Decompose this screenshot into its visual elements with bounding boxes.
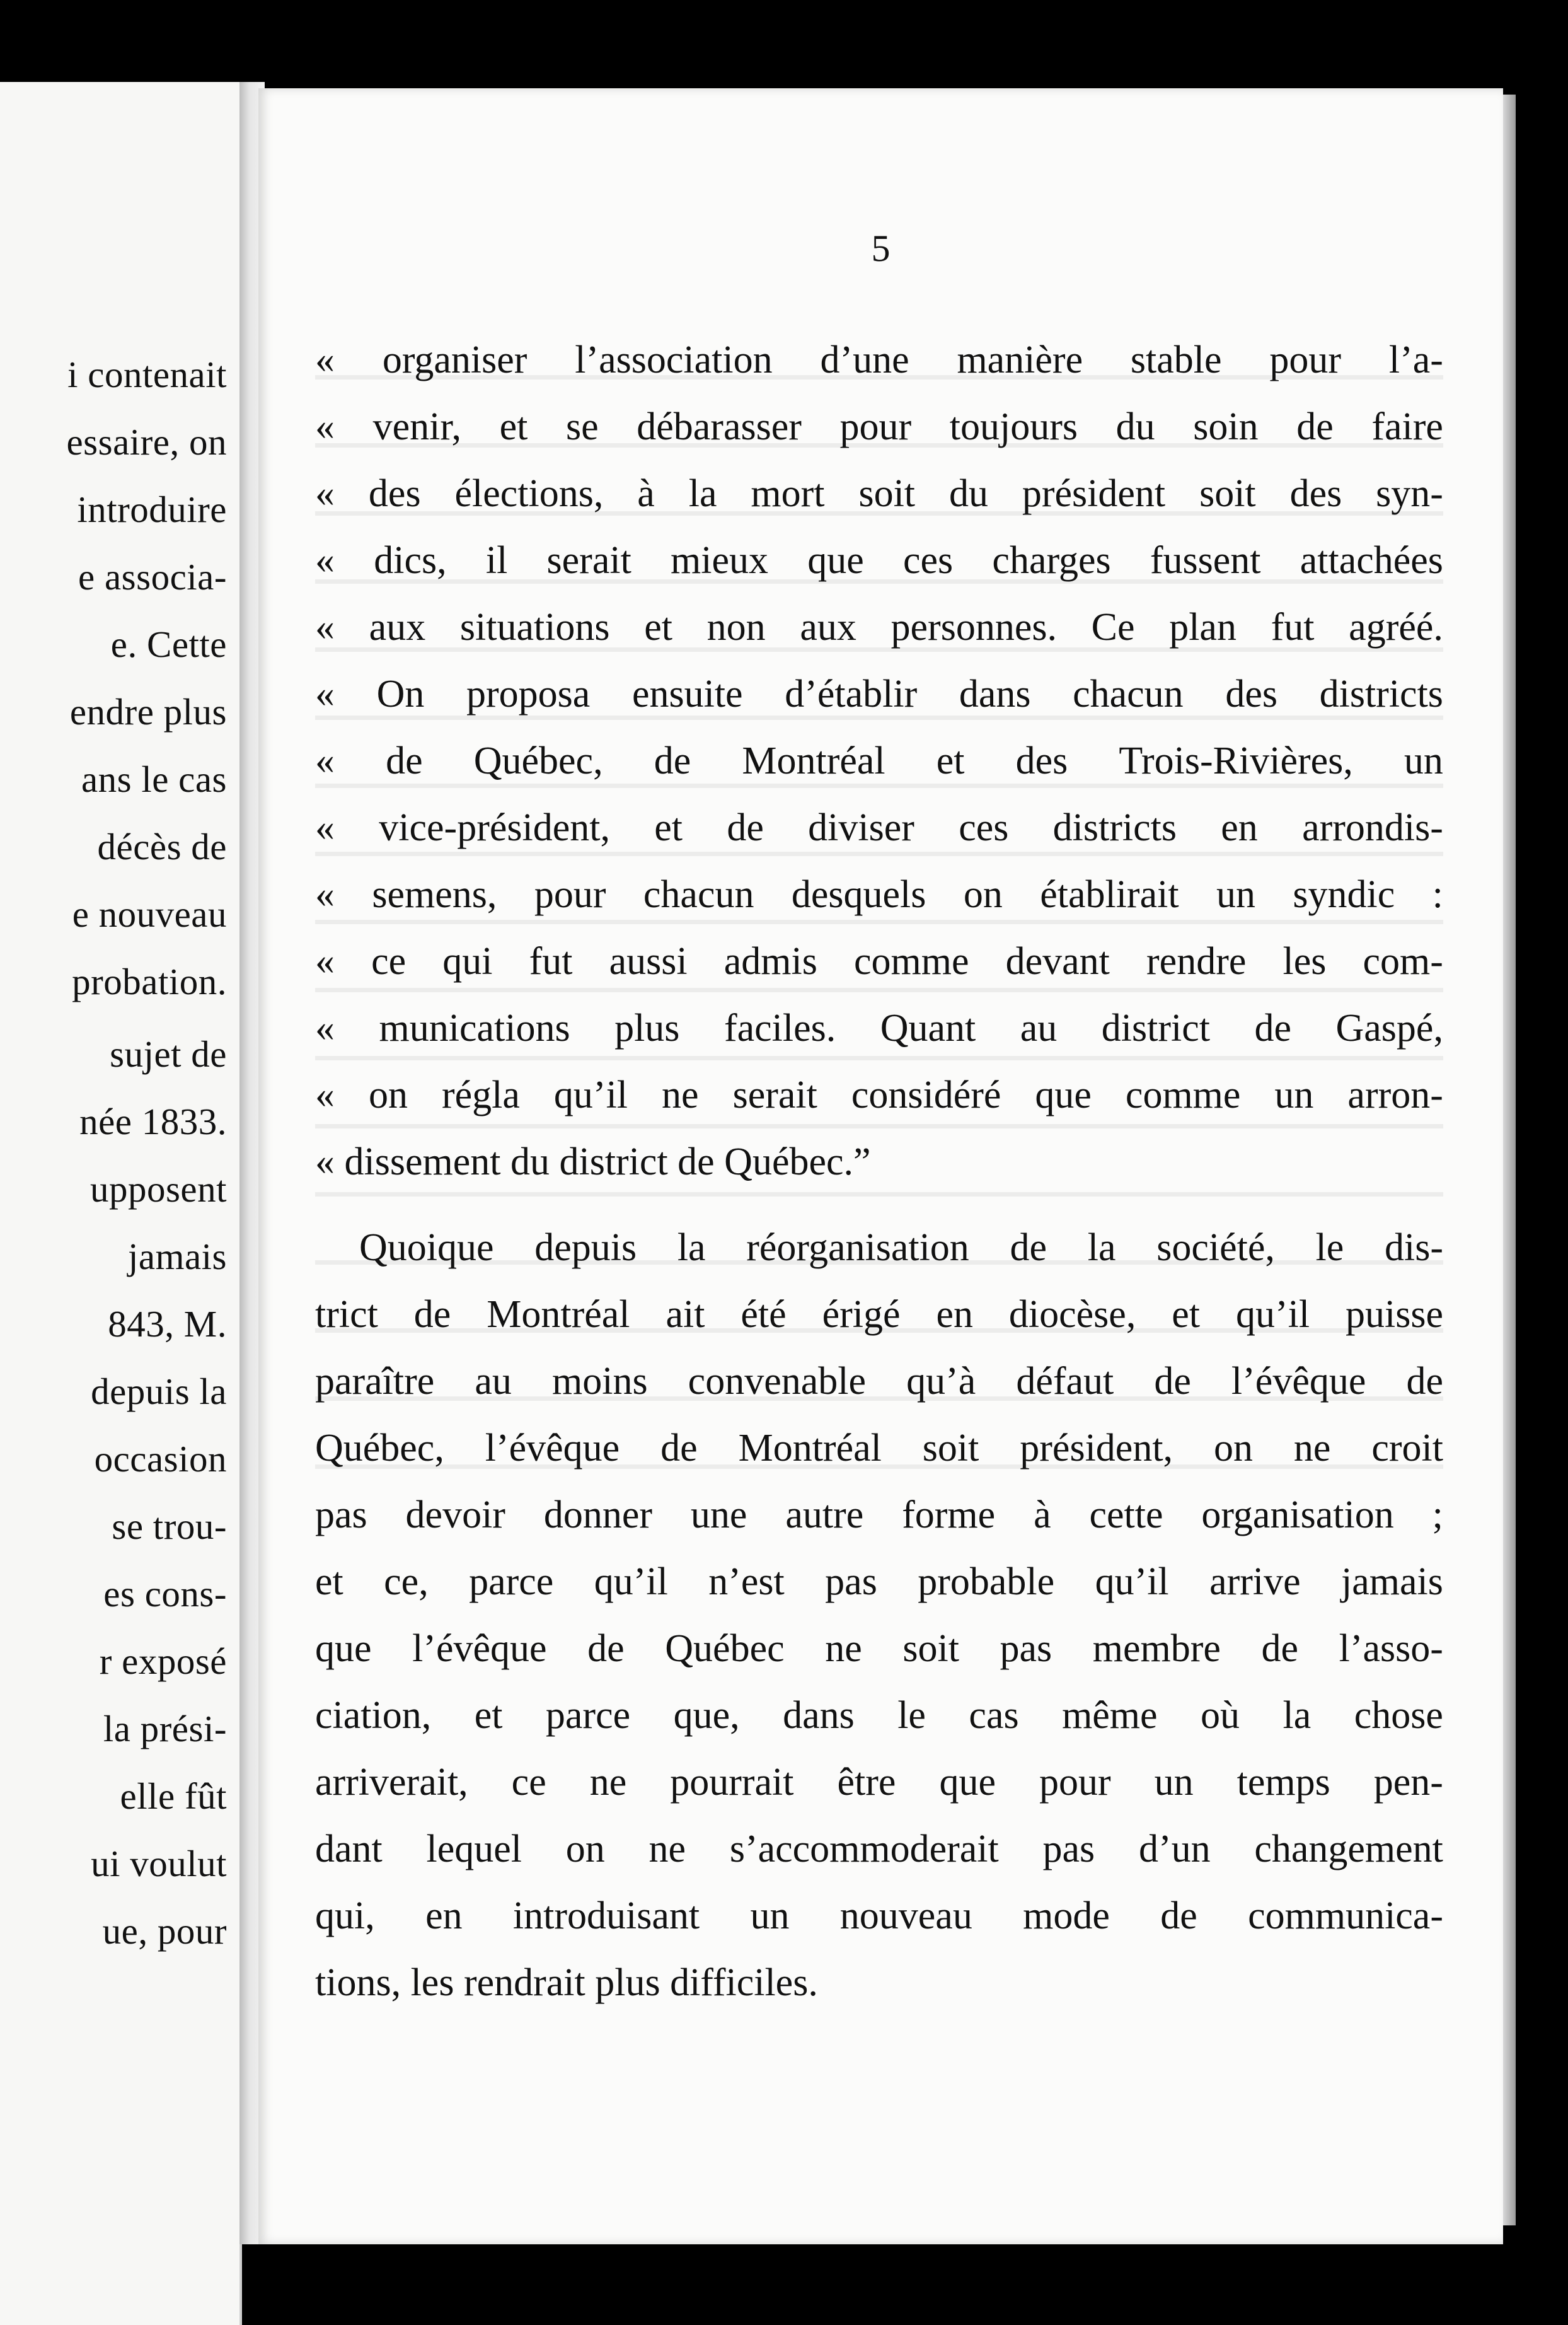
word: chacun (643, 873, 754, 916)
word: « (315, 606, 335, 649)
text-line (315, 340, 1443, 380)
word: venir, (372, 405, 462, 448)
word: dant (315, 1828, 383, 1870)
word: semens, (372, 873, 497, 916)
word: dis- (1385, 1226, 1443, 1269)
word: aux (369, 606, 426, 649)
word: serait (732, 1074, 817, 1116)
word: qu’il (1095, 1560, 1169, 1603)
word: « (315, 739, 335, 782)
word: la (1087, 1226, 1116, 1269)
word: au (1020, 1007, 1058, 1050)
word: pas (1000, 1627, 1052, 1670)
previous-page-line: es cons- (103, 1573, 227, 1615)
word: et (654, 806, 683, 849)
word: munications (379, 1007, 570, 1050)
word: de (654, 739, 691, 782)
word: ces (959, 806, 1009, 849)
word: soit (922, 1427, 979, 1470)
word: qui (442, 940, 493, 983)
word: mort (751, 472, 825, 515)
previous-page-line: e. Cette (110, 623, 227, 665)
word: non (706, 606, 766, 649)
word: qu’il (594, 1560, 668, 1603)
word: comme (1125, 1074, 1241, 1116)
text-line (315, 541, 1443, 580)
previous-page-line: essaire, on (66, 421, 227, 463)
previous-page-line: e nouveau (72, 893, 227, 935)
word: diocèse, (1008, 1293, 1136, 1336)
word: Montréal (738, 1427, 882, 1470)
word: ensuite (631, 673, 743, 716)
word: aussi (609, 940, 688, 983)
word: Québec, (473, 739, 603, 782)
text-line (315, 608, 1443, 647)
word: communica- (1248, 1894, 1443, 1937)
previous-page-line: introduire (77, 489, 227, 530)
word: aux (800, 606, 856, 649)
word: Trois-Rivières, (1119, 739, 1353, 782)
word: proposa (466, 673, 591, 716)
word: de (660, 1427, 698, 1470)
word: membre (1092, 1627, 1221, 1670)
word: l’a- (1388, 339, 1443, 381)
previous-page-line: 843, M. (108, 1303, 227, 1345)
word: un (750, 1894, 790, 1937)
word: parce (545, 1694, 631, 1737)
word: l’évêque (485, 1427, 620, 1470)
previous-page-line: ue, pour (102, 1910, 227, 1952)
word: ne (649, 1828, 686, 1870)
word: le (897, 1694, 926, 1737)
word: réorganisation (746, 1226, 969, 1269)
word: « (315, 1074, 335, 1116)
word: l’asso- (1339, 1627, 1443, 1670)
word: faciles. (723, 1007, 836, 1050)
word: changement (1254, 1828, 1443, 1870)
text-line-content: « dissement du district de Québec.” (315, 1140, 871, 1183)
word: la (688, 472, 717, 515)
previous-page-line: se trou- (112, 1505, 227, 1547)
word: de (587, 1627, 625, 1670)
word: admis (723, 940, 817, 983)
word: depuis (534, 1226, 637, 1269)
text-line (315, 1629, 1443, 1668)
word: ne (589, 1761, 627, 1804)
text-line (315, 1495, 1443, 1534)
text-line (315, 474, 1443, 513)
word: « (315, 472, 335, 515)
word: ciation, (315, 1694, 432, 1737)
word: que, (673, 1694, 740, 1737)
word: : (1432, 873, 1443, 916)
word: l’association (575, 339, 773, 381)
word: ces (903, 539, 954, 582)
word: personnes. (891, 606, 1057, 649)
word: situations (459, 606, 610, 649)
word: une (690, 1493, 747, 1536)
word: régla (442, 1074, 520, 1116)
word: à (1034, 1493, 1051, 1536)
word: fussent (1150, 539, 1261, 582)
word: et (644, 606, 672, 649)
text-line (315, 1429, 1443, 1468)
word: un (1154, 1761, 1194, 1804)
word: du (948, 472, 988, 515)
text-line (315, 1896, 1443, 1935)
word: soit (858, 472, 916, 515)
text-line (315, 1076, 1443, 1115)
text-line (315, 1295, 1443, 1334)
word: croit (1371, 1427, 1443, 1470)
word: manière (957, 339, 1083, 381)
word: considéré (851, 1074, 1001, 1116)
word: devoir (405, 1493, 505, 1536)
word: districts (1319, 673, 1443, 716)
word: et (936, 739, 965, 782)
word: cas (969, 1694, 1019, 1737)
word: l’évêque (412, 1627, 547, 1670)
word: en (1221, 806, 1258, 849)
word: syndic (1293, 873, 1395, 916)
word: des (1225, 673, 1277, 716)
word: « (315, 539, 335, 582)
previous-page-line: i contenait (67, 354, 227, 395)
word: qui, (315, 1894, 375, 1937)
word: com- (1363, 940, 1443, 983)
word: il (485, 539, 508, 582)
word: de (1010, 1226, 1047, 1269)
word: desquels (791, 873, 926, 916)
word: arriverait, (315, 1761, 468, 1804)
word: l’évêque (1231, 1360, 1366, 1403)
word: fut (529, 940, 573, 983)
word: on (565, 1828, 605, 1870)
word: la (677, 1226, 706, 1269)
text-line (315, 808, 1443, 847)
page-number: 5 (871, 228, 891, 269)
word: ne (825, 1627, 862, 1670)
text-line (315, 741, 1443, 780)
word: pen- (1373, 1761, 1443, 1804)
previous-page-line: ans le cas (81, 758, 227, 800)
word: à (637, 472, 655, 515)
word: se (566, 405, 599, 448)
word: Québec, (315, 1427, 444, 1470)
word: Quoique (359, 1226, 494, 1269)
word: vice-président, (379, 806, 610, 849)
word: même (1062, 1694, 1158, 1737)
word: diviser (808, 806, 914, 849)
word: et (1172, 1293, 1201, 1336)
word: un (1404, 739, 1443, 782)
word: que (1035, 1074, 1092, 1116)
word: de (1261, 1627, 1299, 1670)
word: s’accommoderait (729, 1828, 999, 1870)
word: forme (902, 1493, 996, 1536)
text-line (315, 875, 1443, 914)
word: syn- (1376, 472, 1443, 515)
word: d’établir (785, 673, 918, 716)
previous-page-line: décès de (97, 826, 227, 867)
word: plan (1169, 606, 1237, 649)
word: d’une (820, 339, 909, 381)
word: le (1315, 1226, 1344, 1269)
word: pas (825, 1560, 877, 1603)
word: au (475, 1360, 512, 1403)
text-line-content: tions, les rendrait plus difficiles. (315, 1961, 818, 2004)
word: stable (1130, 339, 1222, 381)
word: pourrait (670, 1761, 794, 1804)
word: en (936, 1293, 973, 1336)
text-line (315, 1696, 1443, 1735)
text-line (315, 1362, 1443, 1401)
previous-page-line: probation. (72, 961, 227, 1002)
word: attachées (1300, 539, 1443, 582)
word: qu’à (906, 1360, 976, 1403)
text-line (315, 942, 1443, 981)
word: On (376, 673, 425, 716)
word: convenable (688, 1360, 866, 1403)
word: on (1213, 1427, 1253, 1470)
word: chose (1354, 1694, 1443, 1737)
word: où (1201, 1694, 1240, 1737)
text-line (315, 1963, 1443, 2002)
word: ne (1293, 1427, 1331, 1470)
word: pas (1042, 1828, 1095, 1870)
word: soit (1199, 472, 1256, 515)
previous-page-line: la prési- (103, 1708, 227, 1749)
word: organisation (1201, 1493, 1394, 1536)
word: chacun (1073, 673, 1184, 716)
word: comme (854, 940, 969, 983)
word: probable (918, 1560, 1055, 1603)
word: donner (543, 1493, 652, 1536)
previous-page-line: sujet de (110, 1033, 227, 1075)
word: Ce (1091, 606, 1135, 649)
word: de (413, 1293, 451, 1336)
word: districts (1052, 806, 1177, 849)
word: président, (1020, 1427, 1173, 1470)
word: ce, (384, 1560, 429, 1603)
word: charges (992, 539, 1111, 582)
word: toujours (949, 405, 1078, 448)
word: dics, (374, 539, 447, 582)
word: paraître (315, 1360, 435, 1403)
word: un (1216, 873, 1255, 916)
word: pas (315, 1493, 367, 1536)
word: des (1289, 472, 1342, 515)
word: jamais (1341, 1560, 1443, 1603)
word: nouveau (839, 1894, 972, 1937)
word: Montréal (487, 1293, 630, 1336)
text-line (315, 1009, 1443, 1048)
word: débarasser (637, 405, 802, 448)
word: président (1022, 472, 1166, 515)
page-edge (1503, 95, 1516, 2225)
word: soin (1193, 405, 1259, 448)
word: agréé. (1349, 606, 1443, 649)
previous-page-line: r exposé (99, 1640, 227, 1682)
word: Montréal (742, 739, 885, 782)
word: qu’il (553, 1074, 628, 1116)
word: puisse (1346, 1293, 1443, 1336)
word: devant (1005, 940, 1110, 983)
word: de (1254, 1007, 1292, 1050)
word: ce (511, 1761, 546, 1804)
word: trict (315, 1293, 378, 1336)
current-page (258, 88, 1503, 2244)
previous-page-line: e associa- (78, 556, 227, 598)
word: de (1296, 405, 1334, 448)
word: moins (552, 1360, 648, 1403)
word: et (315, 1560, 343, 1603)
previous-page-line: depuis la (91, 1371, 227, 1412)
word: « (315, 673, 335, 716)
previous-page-line: upposent (89, 1168, 227, 1210)
word: que (807, 539, 864, 582)
word: qu’il (1235, 1293, 1310, 1336)
word: fut (1271, 606, 1315, 649)
word: dans (783, 1694, 855, 1737)
word: pour (1269, 339, 1342, 381)
word: n’est (708, 1560, 785, 1603)
word: autre (785, 1493, 864, 1536)
word: ait (666, 1293, 705, 1336)
word: de (727, 806, 764, 849)
word: parce (469, 1560, 554, 1603)
word: de (1406, 1360, 1443, 1403)
previous-page-line: occasion (94, 1438, 227, 1480)
word: de (1160, 1894, 1197, 1937)
word: « (315, 806, 335, 849)
word: et (499, 405, 528, 448)
word: district (1101, 1007, 1210, 1050)
paragraph-first-line (359, 1228, 1443, 1267)
previous-page-line: elle fût (120, 1775, 227, 1817)
word: la (1283, 1694, 1311, 1737)
word: du (1115, 405, 1155, 448)
word: pour (1039, 1761, 1111, 1804)
text-line (315, 1142, 1443, 1181)
word: serait (546, 539, 631, 582)
word: faire (1371, 405, 1443, 448)
previous-page-line: endre plus (69, 691, 227, 733)
word: plus (614, 1007, 680, 1050)
word: « (315, 940, 335, 983)
previous-page-line: née 1833. (79, 1101, 227, 1142)
word: mode (1023, 1894, 1110, 1937)
previous-page-line: ui voulut (91, 1843, 227, 1884)
word: élections, (454, 472, 604, 515)
word: pour (839, 405, 912, 448)
word: pour (534, 873, 606, 916)
word: arron- (1347, 1074, 1443, 1116)
word: de (386, 739, 423, 782)
word: rendre (1146, 940, 1247, 983)
word: société, (1156, 1226, 1275, 1269)
previous-page-line: jamais (127, 1236, 227, 1277)
word: des (368, 472, 421, 515)
word: organiser (382, 339, 527, 381)
word: arrondis- (1302, 806, 1443, 849)
text-line (315, 1562, 1443, 1601)
word: que (939, 1761, 996, 1804)
word: Gaspé, (1335, 1007, 1443, 1050)
word: Québec (665, 1627, 785, 1670)
word: on (963, 873, 1003, 916)
word: et (474, 1694, 503, 1737)
text-line (315, 1763, 1443, 1802)
word: temps (1237, 1761, 1330, 1804)
word: en (425, 1894, 463, 1937)
word: un (1274, 1074, 1314, 1116)
word: on (369, 1074, 408, 1116)
word: « (315, 339, 335, 381)
word: d’un (1138, 1828, 1211, 1870)
text-line (315, 407, 1443, 446)
word: être (837, 1761, 896, 1804)
word: arrive (1209, 1560, 1301, 1603)
word: « (315, 405, 335, 448)
word: lequel (426, 1828, 522, 1870)
word: ; (1432, 1493, 1443, 1536)
text-line (315, 1829, 1443, 1869)
word: cette (1089, 1493, 1163, 1536)
word: les (1283, 940, 1327, 983)
word: ne (662, 1074, 699, 1116)
word: mieux (671, 539, 769, 582)
word: de (1154, 1360, 1191, 1403)
word: introduisant (512, 1894, 700, 1937)
word: soit (902, 1627, 959, 1670)
word: dans (959, 673, 1031, 716)
word: érigé (822, 1293, 901, 1336)
word: établirait (1040, 873, 1179, 916)
word: « (315, 873, 335, 916)
text-line (315, 675, 1443, 714)
word: ce (371, 940, 406, 983)
word: que (315, 1627, 372, 1670)
word: des (1015, 739, 1068, 782)
word: été (741, 1293, 787, 1336)
word: « (315, 1007, 335, 1050)
word: défaut (1016, 1360, 1114, 1403)
previous-page (0, 82, 242, 2325)
word: Quant (880, 1007, 976, 1050)
